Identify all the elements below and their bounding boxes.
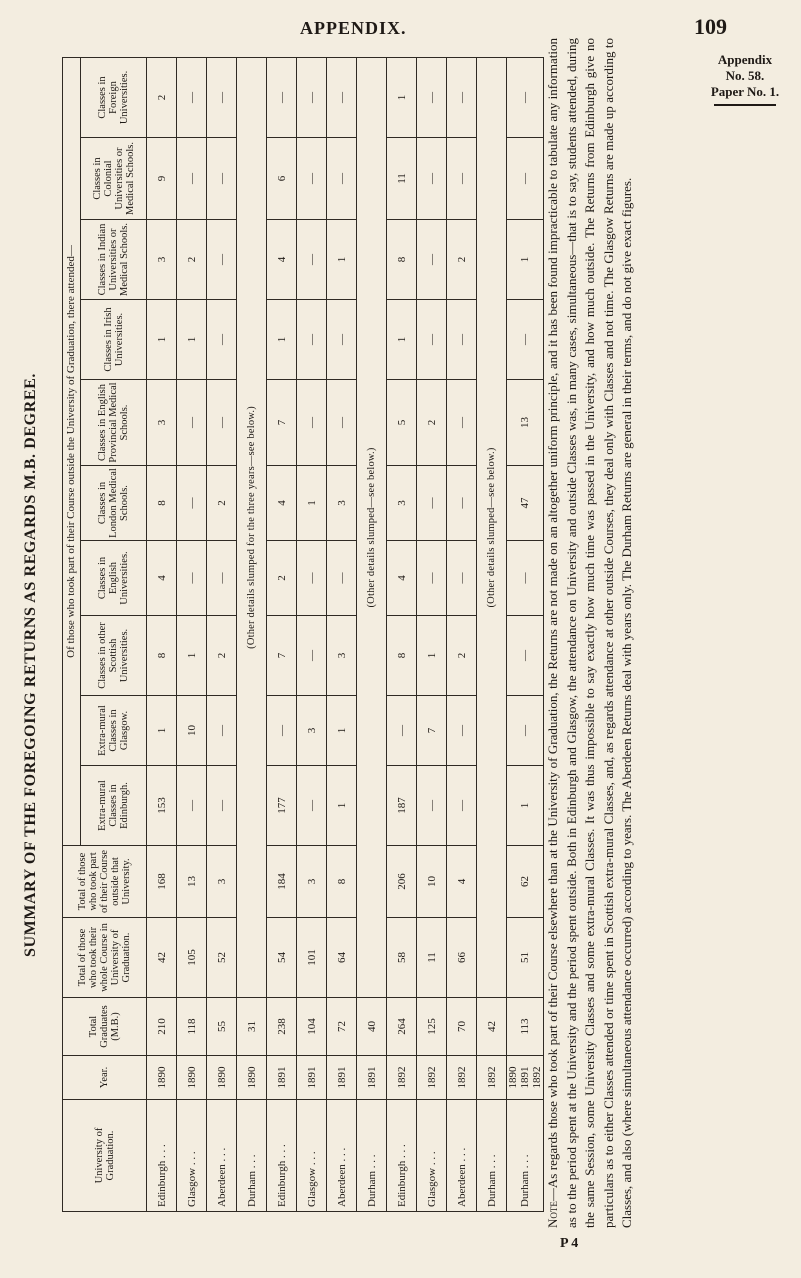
group-header: Of those who took part of their Course outside the University of Graduation, there attended—	[63, 57, 81, 845]
cell-irish: —	[207, 300, 237, 380]
cell-edin: —	[417, 766, 447, 846]
cell-indian: 2	[447, 220, 477, 300]
table-body	[147, 57, 544, 1211]
cell-colonial: —	[297, 138, 327, 220]
cell-colonial: —	[177, 138, 207, 220]
cell-prov: 2	[417, 380, 447, 466]
cell-prov: —	[447, 380, 477, 466]
cell-scot: 1	[417, 616, 447, 696]
cell-edin: 153	[147, 766, 177, 846]
cell-colonial: 11	[387, 138, 417, 220]
cell-colonial: —	[447, 138, 477, 220]
footnote-text: —As regards those who took part of their Course elsewhere than at the University of Graduation, the Returns are not made on an altogether uniform principle, and it has been found impracticable to tabulate any information as to the period spent at the University and the period spent outside. Both in Edinburgh and Glasgow, the attendance on University and outside Classes was, in many cases, simultaneous—that is to say, students attended, during the same Session, some University Classes and some extra-mural Classes. It was thus impossible to say exactly how much time was passed in the University, and how much outside. The Returns from Edinburgh give no particulars as to either Classes attended or time spent in Scottish extra-mural Classes, and, as regards attendance at other outside Courses, they deal only with Classes and not time. The Glasgow Returns are made up according to Classes, and also (where simultaneous attendance occurred) according to years. The Aberdeen Returns deal with years only. The Durham Returns are general in their terms, and do not give exact figures.	[545, 38, 635, 1228]
cell-irish: —	[297, 300, 327, 380]
cell-univ: Durham . . .	[477, 1100, 507, 1212]
cell-whole: 101	[297, 918, 327, 998]
signature-mark: P 4	[560, 1236, 579, 1251]
cell-part: 10	[417, 846, 447, 918]
cell-lond: 4	[267, 466, 297, 541]
cell-indian: 2	[177, 220, 207, 300]
cell-indian: —	[207, 220, 237, 300]
col-london-medical: Classes in London Medical Schools.	[81, 466, 147, 541]
cell-total: 42	[477, 998, 507, 1056]
cell-scot: 8	[387, 616, 417, 696]
cell-lond: 3	[387, 466, 417, 541]
cell-whole: 52	[207, 918, 237, 998]
slumped-note: (Other details slumped—see below.)	[357, 57, 387, 997]
cell-total: 210	[147, 998, 177, 1056]
cell-eng: —	[207, 541, 237, 616]
cell-total: 104	[297, 998, 327, 1056]
cell-univ: Edinburgh . . .	[147, 1100, 177, 1212]
col-foreign: Classes in Foreign Universities.	[81, 57, 147, 137]
cell-colonial: —	[417, 138, 447, 220]
cell-univ: Glasgow . . .	[297, 1100, 327, 1212]
table-area	[62, 58, 543, 1212]
col-other-scottish: Classes in other Scottish Universities.	[81, 616, 147, 696]
cell-whole: 42	[147, 918, 177, 998]
cell-year: 1892	[417, 1056, 447, 1100]
cell-total: 31	[237, 998, 267, 1056]
cell-edin: 177	[267, 766, 297, 846]
cell-edin: —	[177, 766, 207, 846]
appendix-number: No. 58.	[725, 68, 765, 83]
cell-foreign: —	[507, 57, 544, 137]
cell-irish: —	[417, 300, 447, 380]
cell-glas: —	[387, 696, 417, 766]
cell-edin: —	[207, 766, 237, 846]
cell-eng: —	[297, 541, 327, 616]
cell-colonial: —	[327, 138, 357, 220]
footnote-lead: Note	[545, 1201, 560, 1228]
divider	[714, 104, 776, 106]
cell-univ: Glasgow . . .	[177, 1100, 207, 1212]
cell-colonial: —	[207, 138, 237, 220]
cell-total: 113	[507, 998, 544, 1056]
cell-foreign: —	[447, 57, 477, 137]
cell-whole: 105	[177, 918, 207, 998]
cell-year: 1892	[387, 1056, 417, 1100]
cell-part: 13	[177, 846, 207, 918]
cell-foreign: —	[177, 57, 207, 137]
col-indian: Classes in Indian Universities or Medical Schools.	[81, 220, 147, 300]
cell-irish: 1	[177, 300, 207, 380]
cell-year: 1891	[357, 1056, 387, 1100]
cell-irish: 1	[267, 300, 297, 380]
cell-lond: —	[417, 466, 447, 541]
cell-glas: —	[447, 696, 477, 766]
cell-indian: —	[297, 220, 327, 300]
cell-whole: 66	[447, 918, 477, 998]
cell-scot: 8	[147, 616, 177, 696]
cell-eng: —	[507, 541, 544, 616]
cell-total: 118	[177, 998, 207, 1056]
cell-glas: 10	[177, 696, 207, 766]
cell-prov: —	[177, 380, 207, 466]
cell-univ: Glasgow . . .	[417, 1100, 447, 1212]
cell-whole: 54	[267, 918, 297, 998]
table-row	[477, 57, 507, 1211]
cell-irish: —	[447, 300, 477, 380]
cell-scot: 7	[267, 616, 297, 696]
cell-year: 1892	[477, 1056, 507, 1100]
cell-colonial: 6	[267, 138, 297, 220]
cell-foreign: —	[267, 57, 297, 137]
summary-table	[62, 57, 544, 1212]
table-row	[297, 57, 327, 1211]
cell-univ: Aberdeen . . .	[327, 1100, 357, 1212]
table-row	[387, 57, 417, 1211]
cell-part: 8	[327, 846, 357, 918]
cell-edin: —	[297, 766, 327, 846]
page-number: 109	[694, 14, 727, 39]
paper-number: Paper No. 1.	[710, 84, 780, 99]
cell-part: 3	[207, 846, 237, 918]
cell-glas: 1	[327, 696, 357, 766]
footnote	[544, 38, 694, 1228]
cell-foreign: 2	[147, 57, 177, 137]
cell-glas: 3	[297, 696, 327, 766]
col-irish: Classes in Irish Universities.	[81, 300, 147, 380]
cell-scot: —	[297, 616, 327, 696]
table-row	[327, 57, 357, 1211]
cell-univ: Edinburgh . . .	[267, 1100, 297, 1212]
cell-irish: 1	[147, 300, 177, 380]
cell-eng: —	[417, 541, 447, 616]
cell-eng: 4	[387, 541, 417, 616]
cell-eng: —	[177, 541, 207, 616]
cell-year: 1890	[207, 1056, 237, 1100]
cell-year: 1891	[267, 1056, 297, 1100]
cell-eng: 4	[147, 541, 177, 616]
table-row	[357, 57, 387, 1211]
cell-prov: 13	[507, 380, 544, 466]
cell-whole: 51	[507, 918, 544, 998]
cell-prov: —	[297, 380, 327, 466]
cell-part: 184	[267, 846, 297, 918]
cell-indian: 4	[267, 220, 297, 300]
cell-lond: 2	[207, 466, 237, 541]
cell-foreign: —	[417, 57, 447, 137]
col-english-provincial: Classes in English Provincial Medical Schools.	[81, 380, 147, 466]
cell-total: 238	[267, 998, 297, 1056]
cell-lond: 3	[327, 466, 357, 541]
table-row	[447, 57, 477, 1211]
cell-part: 4	[447, 846, 477, 918]
cell-glas: —	[507, 696, 544, 766]
cell-lond: —	[177, 466, 207, 541]
table-row	[237, 57, 267, 1211]
cell-year: 1891	[297, 1056, 327, 1100]
cell-part: 3	[297, 846, 327, 918]
table-row	[207, 57, 237, 1211]
cell-indian: 8	[387, 220, 417, 300]
table-row	[417, 57, 447, 1211]
col-colonial: Classes in Colonial Universities or Medical Schools.	[81, 138, 147, 220]
cell-glas: —	[267, 696, 297, 766]
cell-total: 70	[447, 998, 477, 1056]
table-row	[267, 57, 297, 1211]
cell-eng: —	[327, 541, 357, 616]
cell-total: 264	[387, 998, 417, 1056]
cell-univ: Aberdeen . . .	[207, 1100, 237, 1212]
cell-univ: Durham . . .	[507, 1100, 544, 1212]
cell-scot: 2	[447, 616, 477, 696]
cell-part: 62	[507, 846, 544, 918]
cell-indian: 3	[147, 220, 177, 300]
col-whole-course: Total of those who took their whole Course in University of Graduation.	[63, 918, 147, 998]
cell-foreign: —	[297, 57, 327, 137]
cell-glas: —	[207, 696, 237, 766]
cell-year: 1890 1891 1892	[507, 1056, 544, 1100]
cell-scot: 3	[327, 616, 357, 696]
col-total-graduates: Total Graduates (M.B.)	[63, 998, 147, 1056]
cell-year: 1892	[447, 1056, 477, 1100]
cell-univ: Edinburgh . . .	[387, 1100, 417, 1212]
cell-glas: 1	[147, 696, 177, 766]
cell-scot: 2	[207, 616, 237, 696]
running-title: APPENDIX.	[300, 18, 407, 38]
col-university: University of Graduation.	[63, 1100, 147, 1212]
cell-indian: —	[417, 220, 447, 300]
slumped-note: (Other details slumped for the three years—see below.)	[237, 57, 267, 997]
table-title: SUMMARY OF THE FOREGOING RETURNS AS REGARDS M.B. DEGREE.	[22, 372, 39, 958]
cell-edin: 187	[387, 766, 417, 846]
cell-edin: 1	[507, 766, 544, 846]
cell-lond: 1	[297, 466, 327, 541]
cell-lond: —	[447, 466, 477, 541]
cell-whole: 64	[327, 918, 357, 998]
cell-foreign: —	[207, 57, 237, 137]
cell-irish: —	[507, 300, 544, 380]
cell-lond: 8	[147, 466, 177, 541]
cell-glas: 7	[417, 696, 447, 766]
appendix-label: Appendix	[717, 52, 773, 67]
cell-year: 1890	[237, 1056, 267, 1100]
col-extra-glasgow: Extra-mural Classes in Glasgow.	[81, 696, 147, 766]
cell-total: 72	[327, 998, 357, 1056]
cell-prov: 3	[147, 380, 177, 466]
cell-eng: —	[447, 541, 477, 616]
cell-prov: —	[327, 380, 357, 466]
table-row	[147, 57, 177, 1211]
cell-eng: 2	[267, 541, 297, 616]
cell-univ: Durham . . .	[237, 1100, 267, 1212]
col-extra-edinburgh: Extra-mural Classes in Edinburgh.	[81, 766, 147, 846]
cell-indian: 1	[327, 220, 357, 300]
slumped-note: (Other details slumped—see below.)	[477, 57, 507, 997]
cell-prov: 7	[267, 380, 297, 466]
cell-univ: Durham . . .	[357, 1100, 387, 1212]
cell-univ: Aberdeen . . .	[447, 1100, 477, 1212]
col-english-universities: Classes in English Universities.	[81, 541, 147, 616]
cell-indian: 1	[507, 220, 544, 300]
col-year: Year.	[63, 1056, 147, 1100]
cell-total: 40	[357, 998, 387, 1056]
cell-whole: 11	[417, 918, 447, 998]
cell-scot: —	[507, 616, 544, 696]
cell-prov: —	[207, 380, 237, 466]
cell-year: 1890	[147, 1056, 177, 1100]
table-row	[507, 57, 544, 1211]
cell-part: 206	[387, 846, 417, 918]
cell-colonial: 9	[147, 138, 177, 220]
cell-year: 1891	[327, 1056, 357, 1100]
cell-total: 125	[417, 998, 447, 1056]
cell-colonial: —	[507, 138, 544, 220]
cell-irish: 1	[387, 300, 417, 380]
cell-prov: 5	[387, 380, 417, 466]
cell-edin: 1	[327, 766, 357, 846]
cell-part: 168	[147, 846, 177, 918]
cell-foreign: 1	[387, 57, 417, 137]
cell-whole: 58	[387, 918, 417, 998]
cell-year: 1890	[177, 1056, 207, 1100]
cell-foreign: —	[327, 57, 357, 137]
cell-total: 55	[207, 998, 237, 1056]
col-part-outside: Total of those who took part of their Course outside that University.	[63, 846, 147, 918]
cell-scot: 1	[177, 616, 207, 696]
table-row	[177, 57, 207, 1211]
appendix-reference	[700, 52, 790, 106]
cell-irish: —	[327, 300, 357, 380]
cell-edin: —	[447, 766, 477, 846]
cell-lond: 47	[507, 466, 544, 541]
